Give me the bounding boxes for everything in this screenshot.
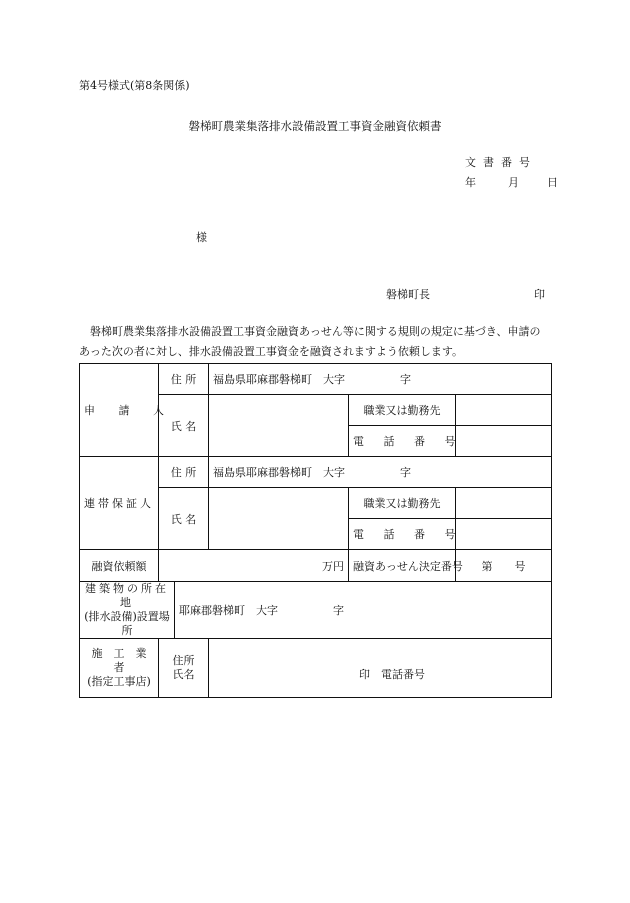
- sender-name: 磐梯町長: [386, 288, 430, 301]
- applicant-label: 申 請 人: [80, 364, 159, 457]
- date-year: 年: [465, 176, 476, 189]
- contractor-seal-phone: 印 電話番号: [359, 668, 425, 681]
- applicant-occupation-value: [456, 395, 552, 426]
- guarantor-name-value: [209, 488, 349, 550]
- loan-amount-unit: 万円: [159, 550, 349, 582]
- date-line: [465, 177, 558, 188]
- loan-request-table: [79, 363, 552, 698]
- document-title: 磐梯町農業集落排水設備設置工事資金融資依頼書: [188, 119, 442, 133]
- applicant-address-label: 住 所: [159, 364, 209, 395]
- building-location-label: [80, 582, 175, 639]
- guarantor-phone-label: 電 話 番 号: [349, 519, 456, 550]
- decision-number-label: 融資あっせん決定番号: [349, 550, 456, 582]
- contractor-value: [209, 639, 552, 698]
- guarantor-address-value: 福島県耶麻郡磐梯町 大字 字: [209, 457, 552, 488]
- contractor-label-line1: 施 工 業 者: [91, 647, 158, 674]
- applicant-name-value: [209, 395, 349, 457]
- building-location-label-line2: (排水設備)設置場所: [84, 610, 170, 637]
- contractor-address-label: 住所: [172, 654, 195, 667]
- guarantor-name-label: 氏 名: [159, 488, 209, 550]
- applicant-name-label: 氏 名: [159, 395, 209, 457]
- seal-label: 印: [534, 288, 545, 301]
- applicant-address-value: 福島県耶麻郡磐梯町 大字 字: [209, 364, 552, 395]
- guarantor-phone-value: [456, 519, 552, 550]
- building-location-label-line1: 建築物の所在地: [85, 582, 169, 609]
- addressee-suffix: 様: [196, 231, 207, 244]
- form-number: 第4号様式(第8条関係): [79, 79, 190, 92]
- guarantor-address-label: 住 所: [159, 457, 209, 488]
- guarantor-label: 連帯保証人: [80, 457, 159, 550]
- contractor-label-line2: (指定工事店): [87, 675, 151, 688]
- guarantor-occupation-value: [456, 488, 552, 519]
- decision-number-value: 第 号: [456, 550, 552, 582]
- contractor-label: [80, 639, 159, 698]
- guarantor-occupation-label: 職業又は勤務先: [349, 488, 456, 519]
- date-month: 月: [508, 176, 519, 189]
- contractor-name-label: 氏名: [172, 668, 195, 681]
- contractor-sub-labels: [159, 639, 209, 698]
- document-number-label: 文書番号: [465, 156, 537, 169]
- date-day: 日: [547, 176, 558, 189]
- applicant-occupation-label: 職業又は勤務先: [349, 395, 456, 426]
- applicant-phone-value: [456, 426, 552, 457]
- loan-amount-label: 融資依頼額: [80, 550, 159, 582]
- applicant-phone-label: 電 話 番 号: [349, 426, 456, 457]
- building-location-value: 耶麻郡磐梯町 大字 字: [175, 582, 552, 639]
- body-text: 磐梯町農業集落排水設備設置工事資金融資あっせん等に関する規則の規定に基づき、申請のあった次の者に対し、排水設備設置工事資金を融資されますよう依頼します。: [79, 325, 541, 358]
